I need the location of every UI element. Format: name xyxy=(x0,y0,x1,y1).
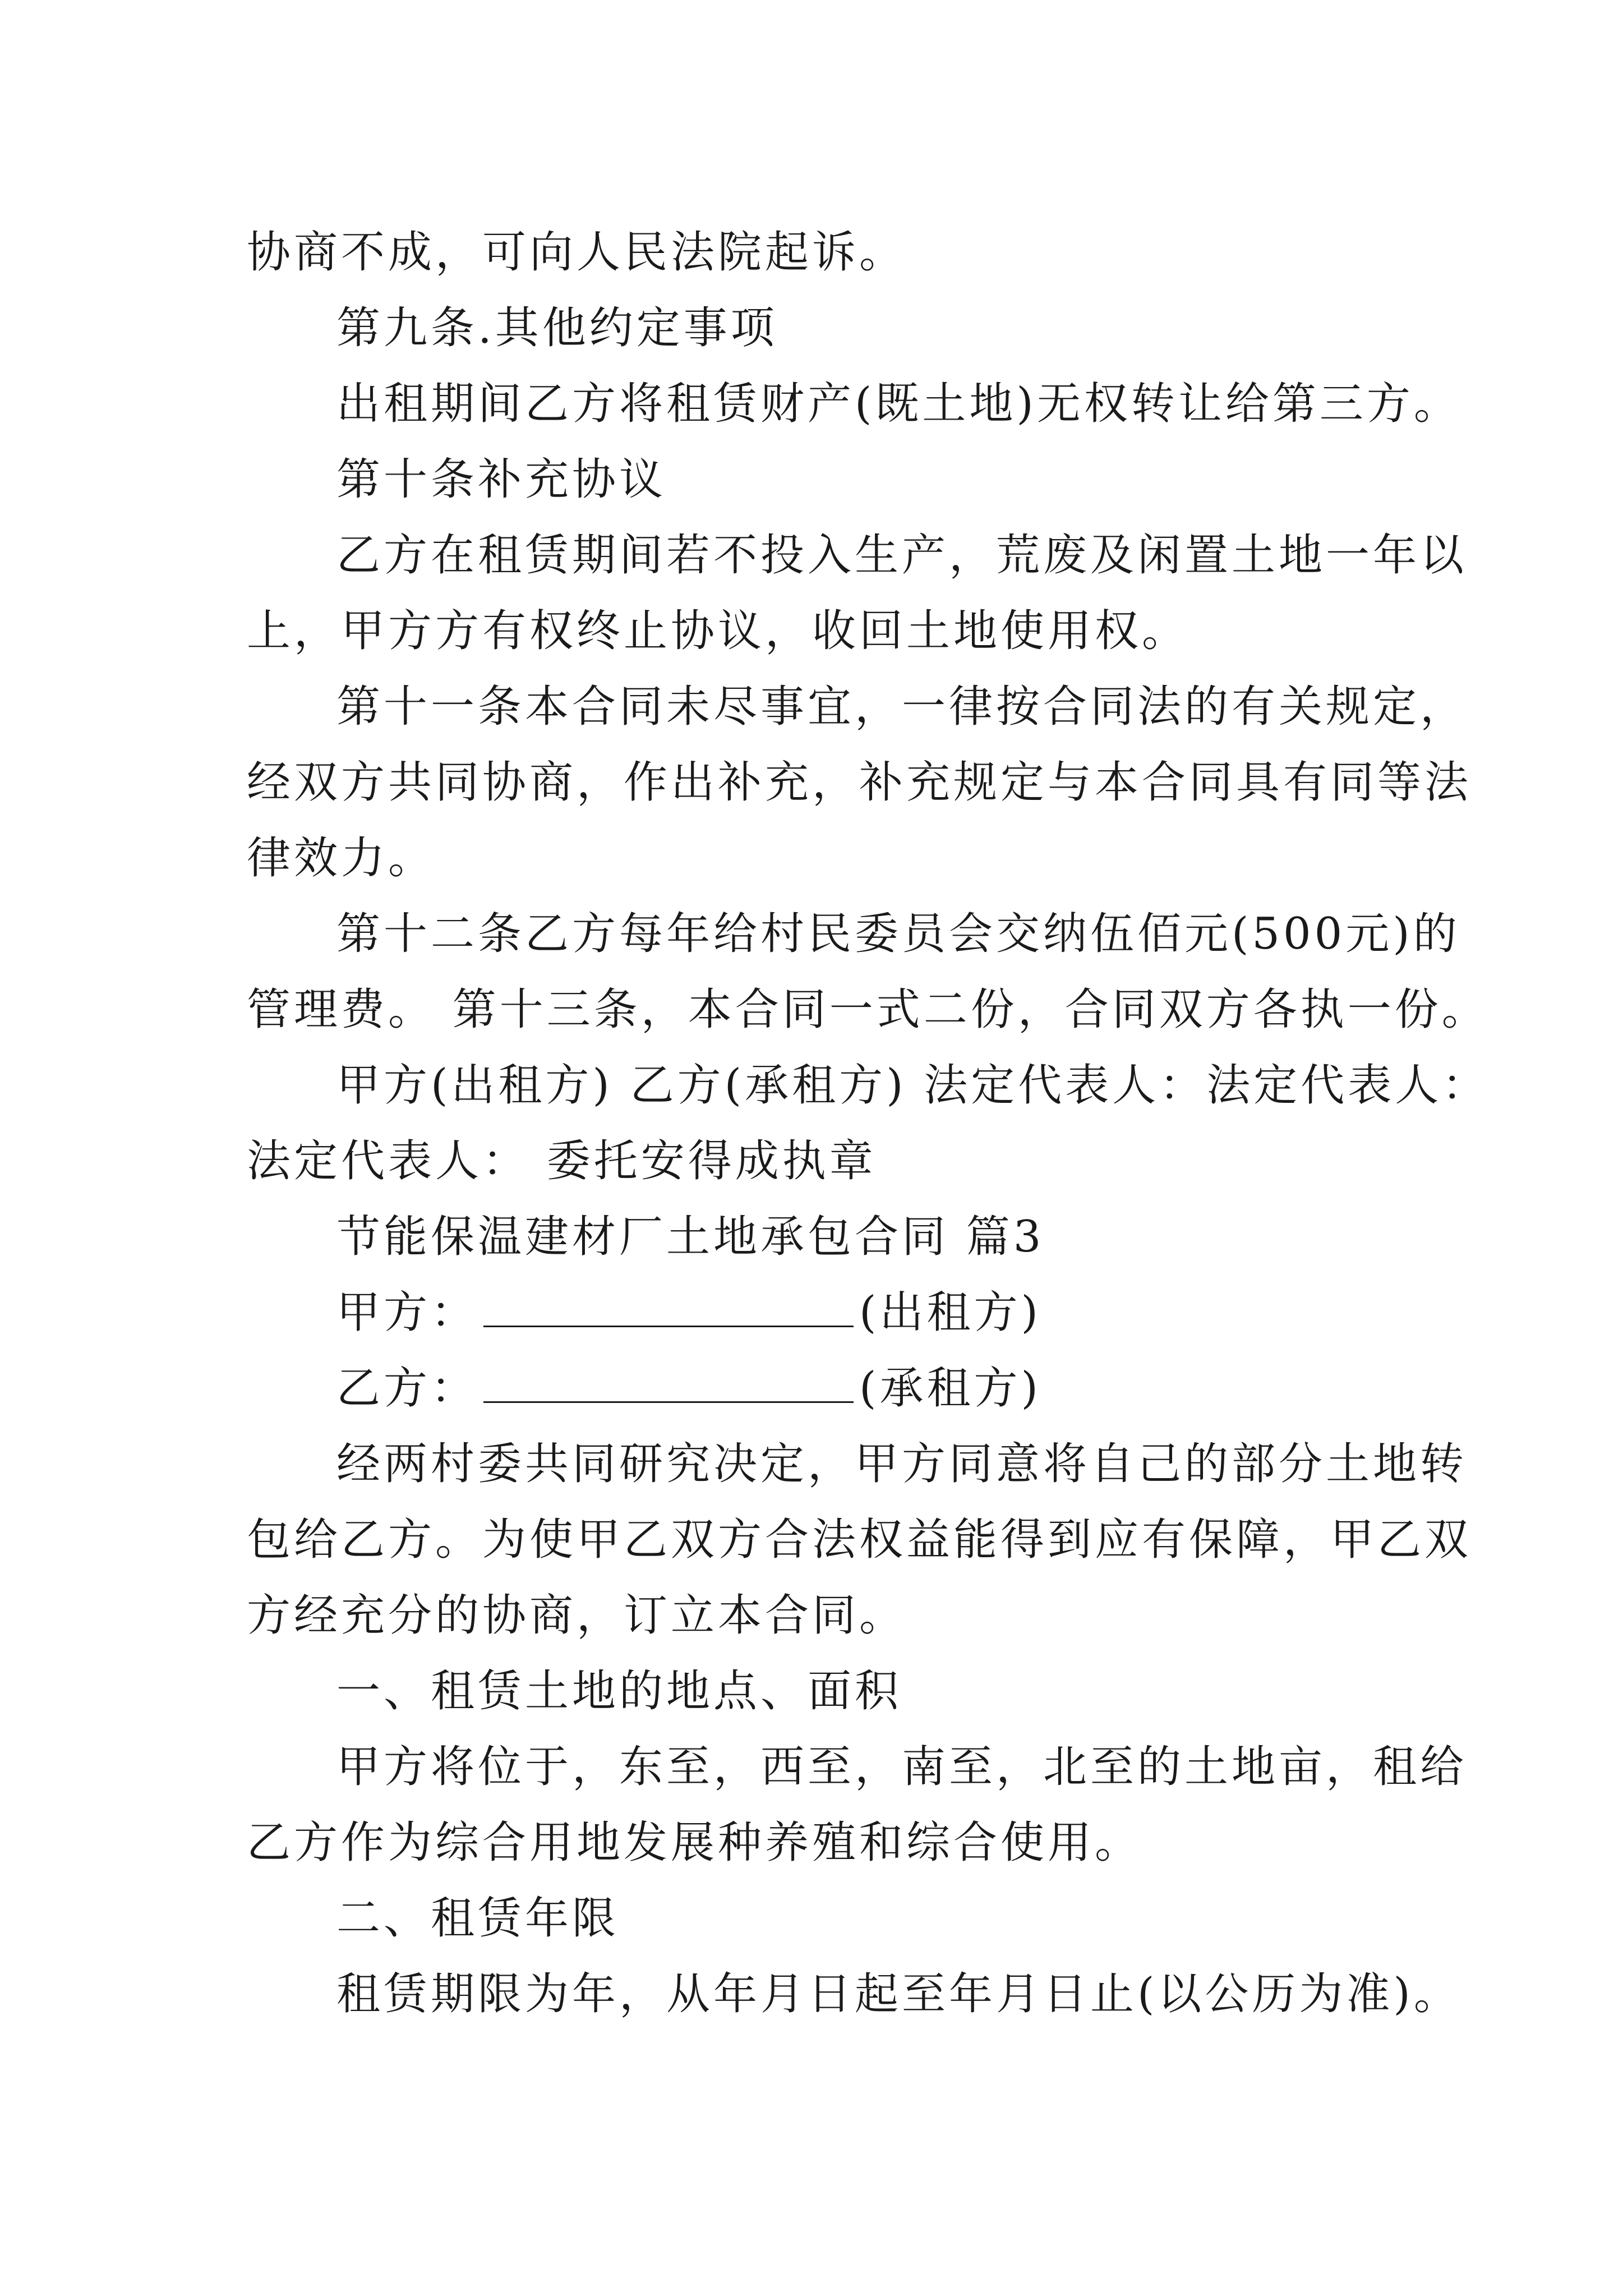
party-b-label: 乙方： xyxy=(336,1363,478,1414)
paragraph-line: 租赁期限为年，从年月日起至年月日止(以公历为准)。 xyxy=(336,1969,1461,2019)
party-b-line xyxy=(336,1358,1623,1419)
paragraph-line: 律效力。 xyxy=(247,833,436,884)
paragraph-line: 出租期间乙方将租赁财产(既土地)无权转让给第三方。 xyxy=(336,379,1461,429)
paragraph-line: 管理费。 第十三条，本合同一式二份，合同双方各执一份。 xyxy=(247,984,1489,1035)
party-a-line xyxy=(336,1282,1623,1343)
article-heading: 第十条补充协议 xyxy=(336,454,667,505)
paragraph-line: 第十一条本合同未尽事宜，一律按合同法的有关规定， xyxy=(336,682,1468,732)
party-b-role: (承租方) xyxy=(859,1363,1041,1414)
section-heading: 一、租赁土地的地点、面积 xyxy=(336,1666,902,1717)
party-a-blank xyxy=(483,1282,854,1327)
paragraph-line: 协商不成，可向人民法院起诉。 xyxy=(247,227,907,278)
paragraph-line: 方经充分的协商，订立本合同。 xyxy=(247,1590,907,1641)
paragraph-line: 上，甲方方有权终止协议，收回土地使用权。 xyxy=(247,606,1189,656)
party-a-role: (出租方) xyxy=(859,1287,1041,1338)
section-title: 节能保温建材厂土地承包合同 篇3 xyxy=(336,1212,1045,1262)
paragraph-line: 经两村委共同研究决定，甲方同意将自己的部分土地转 xyxy=(336,1439,1468,1489)
article-heading: 第九条.其他约定事项 xyxy=(336,303,778,353)
paragraph-line: 第十二条乙方每年给村民委员会交纳伍佰元(500元)的 xyxy=(336,909,1460,959)
party-a-label: 甲方： xyxy=(336,1287,478,1338)
paragraph-line: 甲方将位于，东至，西至，南至，北至的土地亩，租给 xyxy=(336,1742,1468,1792)
signature-line: 甲方(出租方) 乙方(承租方) 法定代表人：法定代表人： xyxy=(336,1060,1490,1111)
paragraph-line: 乙方在租赁期间若不投入生产，荒废及闲置土地一年以 xyxy=(336,530,1468,581)
paragraph-line: 包给乙方。为使甲乙双方合法权益能得到应有保障，甲乙双 xyxy=(247,1515,1472,1565)
paragraph-line: 经双方共同协商，作出补充，补充规定与本合同具有同等法 xyxy=(247,757,1472,808)
signature-line: 法定代表人： 委托安得成执章 xyxy=(247,1136,877,1186)
paragraph-line: 乙方作为综合用地发展种养殖和综合使用。 xyxy=(247,1818,1142,1868)
section-heading: 二、租赁年限 xyxy=(336,1893,620,1944)
party-b-blank xyxy=(483,1358,854,1403)
